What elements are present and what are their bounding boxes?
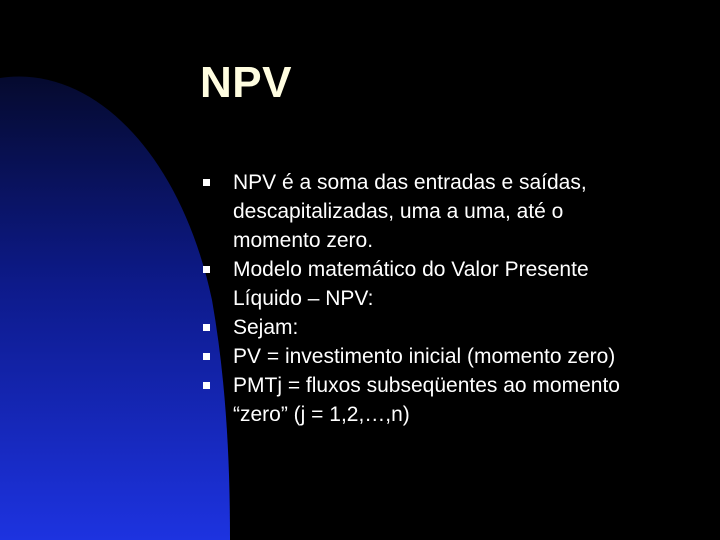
square-bullet-icon: [203, 266, 210, 273]
slide-title: NPV: [200, 58, 292, 107]
square-bullet-icon: [203, 382, 210, 389]
bullet-text: Modelo matemático do Valor Presente Líquido – NPV:: [233, 258, 589, 310]
list-item: [198, 255, 708, 313]
bullet-text: PV = investimento inicial (momento zero): [233, 345, 616, 368]
list-item: [198, 342, 708, 371]
bullet-list: [198, 168, 708, 429]
bullet-text: PMTj = fluxos subseqüentes ao momento “zero” (j = 1,2,…,n): [233, 374, 620, 426]
square-bullet-icon: [203, 324, 210, 331]
bullet-text: NPV é a soma das entradas e saídas, descapitalizadas, uma a uma, até o momento zero.: [233, 171, 587, 252]
square-bullet-icon: [203, 179, 210, 186]
list-item: [198, 313, 708, 342]
list-item: [198, 168, 708, 255]
list-item: [198, 371, 708, 429]
bullet-text: Sejam:: [233, 316, 299, 339]
square-bullet-icon: [203, 353, 210, 360]
